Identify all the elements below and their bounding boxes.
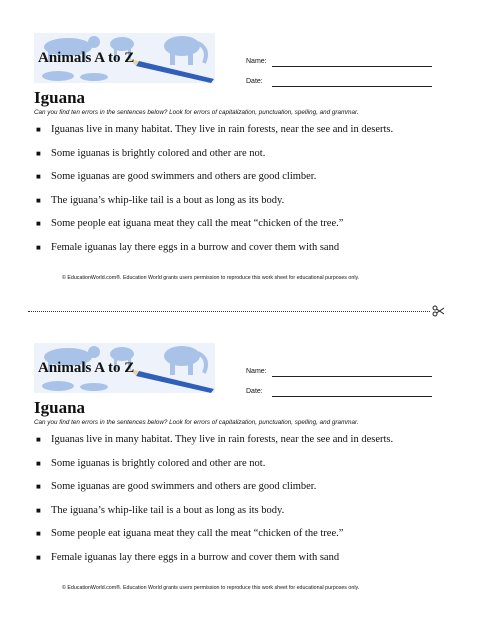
- sentence-text: Some iguanas is brightly colored and other are not.: [51, 147, 266, 159]
- list-item: [34, 479, 454, 503]
- sentence-text: The iguana’s whip-like tail is a bout as long as its body.: [51, 194, 285, 206]
- square-bullet-icon: ■: [36, 172, 41, 181]
- list-item: [34, 526, 454, 550]
- date-label: Date:: [246, 388, 263, 395]
- sentence-text: Female iguanas lay there eggs in a burrow and cover them with sand: [51, 241, 340, 253]
- list-item: [34, 456, 454, 480]
- date-line: [272, 86, 432, 87]
- square-bullet-icon: ■: [36, 242, 41, 252]
- name-line: [272, 376, 432, 377]
- square-bullet-icon: ■: [36, 435, 41, 444]
- name-date-fields: [246, 58, 432, 98]
- square-bullet-icon: ■: [36, 458, 41, 468]
- list-item: [34, 550, 454, 574]
- name-field[interactable]: [246, 368, 432, 388]
- name-label: Name:: [246, 58, 267, 65]
- sentence-text: Iguanas live in many habitat. They live in rain forests, near the see and in deserts.: [51, 434, 394, 445]
- sentence-list: [34, 122, 454, 263]
- sentence-text: The iguana’s whip-like tail is a bout as long as its body.: [51, 504, 285, 516]
- copyright-footer: © EducationWorld.com®. Education World grants users permission to reproduce this work sheet for educational purposes only.: [62, 275, 360, 281]
- date-line: [272, 396, 432, 397]
- sentence-text: Some people eat iguana meat they call the meat “chicken of the tree.”: [51, 218, 344, 229]
- date-label: Date:: [246, 78, 263, 85]
- worksheet-heading: Iguana: [34, 88, 86, 107]
- list-item: [34, 432, 454, 456]
- date-field[interactable]: [246, 388, 432, 408]
- square-bullet-icon: ■: [36, 552, 41, 562]
- square-bullet-icon: ■: [36, 125, 41, 134]
- sentence-list: [34, 432, 454, 573]
- list-item: [34, 216, 454, 240]
- list-item: [34, 169, 454, 193]
- banner-title: Animals A to Z: [38, 50, 135, 66]
- sentence-text: Some iguanas are good swimmers and others are good climber.: [51, 481, 317, 492]
- instructions: Can you find ten errors in the sentences below? Look for errors of capitalization, punctuation, spelling, and grammar.: [34, 109, 359, 116]
- sentence-text: Some people eat iguana meat they call the meat “chicken of the tree.”: [51, 528, 344, 539]
- name-date-fields: [246, 368, 432, 408]
- name-label: Name:: [246, 368, 267, 375]
- list-item: [34, 122, 454, 146]
- sentence-text: Iguanas live in many habitat. They live in rain forests, near the see and in deserts.: [51, 124, 394, 135]
- list-item: [34, 193, 454, 217]
- square-bullet-icon: ■: [36, 529, 41, 538]
- name-field[interactable]: [246, 58, 432, 78]
- sentence-text: Female iguanas lay there eggs in a burrow and cover them with sand: [51, 551, 340, 563]
- sentence-text: Some iguanas are good swimmers and others are good climber.: [51, 171, 317, 182]
- banner-title: Animals A to Z: [38, 360, 135, 376]
- square-bullet-icon: ■: [36, 219, 41, 228]
- worksheet-heading: Iguana: [34, 398, 86, 417]
- square-bullet-icon: ■: [36, 148, 41, 158]
- worksheet-top: [0, 0, 480, 300]
- date-field[interactable]: [246, 78, 432, 98]
- list-item: [34, 503, 454, 527]
- square-bullet-icon: ■: [36, 482, 41, 491]
- square-bullet-icon: ■: [36, 195, 41, 205]
- name-line: [272, 66, 432, 67]
- sentence-text: Some iguanas is brightly colored and other are not.: [51, 457, 266, 469]
- banner: [34, 343, 215, 393]
- list-item: [34, 240, 454, 264]
- banner: [34, 33, 215, 83]
- copyright-footer: © EducationWorld.com®. Education World grants users permission to reproduce this work sheet for educational purposes only.: [62, 585, 360, 591]
- list-item: [34, 146, 454, 170]
- square-bullet-icon: ■: [36, 505, 41, 515]
- instructions: Can you find ten errors in the sentences below? Look for errors of capitalization, punctuation, spelling, and grammar.: [34, 419, 359, 426]
- worksheet-bottom: [0, 310, 480, 610]
